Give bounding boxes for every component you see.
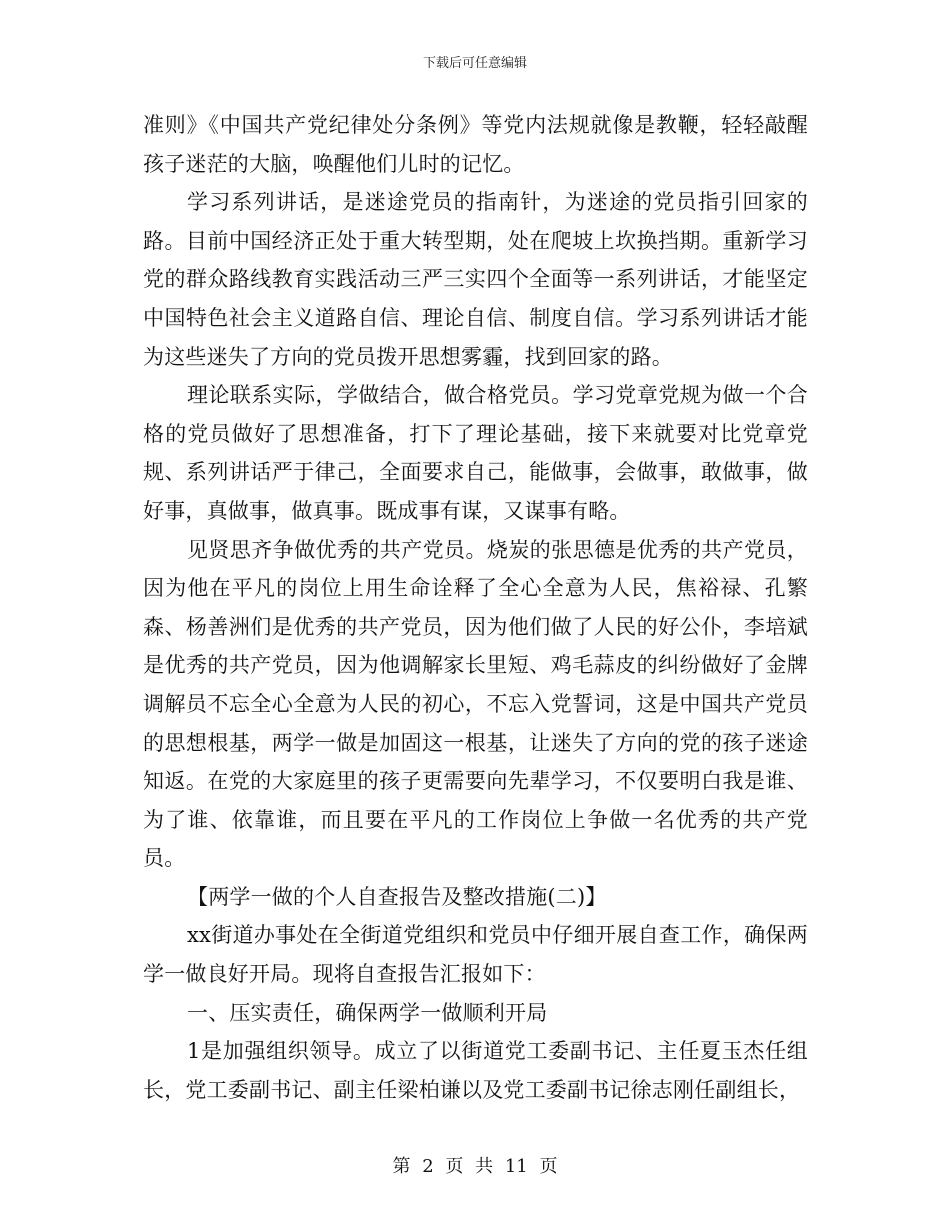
- paragraph-5: xx街道办事处在全街道党组织和党员中仔细开展自查工作，确保两学一做良好开局。现将自查报告汇报如下：: [143, 923, 808, 987]
- paragraph-2: 学习系列讲话，是迷途党员的指南针，为迷途的党员指引回家的路。目前中国经济正处于重大转型期，处在爬坡上坎换挡期。重新学习党的群众路线教育实践活动三严三实四个全面等一系列讲话，才能坚定中国特色社会主义道路自信、理论自信、制度自信。学习系列讲话才能为这些迷失了方向的党员拨开思想雾霾，找到回家的路。: [143, 190, 808, 369]
- paragraph-1: 准则》《中国共产党纪律处分条例》等党内法规就像是教鞭，轻轻敲醒孩子迷茫的大脑，唤醒他们儿时的记忆。: [143, 113, 808, 176]
- paragraph-6: 1是加强组织领导。成立了以街道党工委副书记、主任夏玉杰任组长，党工委副书记、副主任梁柏谦以及党工委副书记徐志刚任副组长，: [143, 1039, 808, 1102]
- paragraph-4: 见贤思齐争做优秀的共产党员。烧炭的张思德是优秀的共产党员，因为他在平凡的岗位上用生命诠释了全心全意为人民，焦裕禄、孔繁森、杨善洲们是优秀的共产党员，因为他们做了人民的好公仆，李培斌是优秀的共产党员，因为他调解家长里短、鸡毛蒜皮的纠纷做好了金牌调解员不忘全心全意为人民的初心，不忘入党誓词，这是中国共产党员的思想根基，两学一做是加固这一根基，让迷失了方向的党的孩子迷途知返。在党的大家庭里的孩子更需要向先辈学习，不仅要明白我是谁、为了谁、依靠谁，而且要在平凡的工作岗位上争做一名优秀的共产党员。: [143, 537, 808, 871]
- document-body: [143, 106, 808, 1109]
- paragraph-3: 理论联系实际，学做结合，做合格党员。学习党章党规为做一个合格的党员做好了思想准备，打下了理论基础，接下来就要对比党章党规、系列讲话严于律己，全面要求自己，能做事，会做事，敢做事，做好事，真做事，做真事。既成事有谋，又谋事有略。: [143, 383, 808, 523]
- section-heading: 【两学一做的个人自查报告及整改措施(二)】: [187, 884, 607, 909]
- page-header: 下载后可任意编辑: [422, 56, 527, 71]
- subsection-heading: 一、压实责任，确保两学一做顺利开局: [187, 1000, 548, 1025]
- page-footer: 第 2 页 共 11 页: [392, 1156, 558, 1177]
